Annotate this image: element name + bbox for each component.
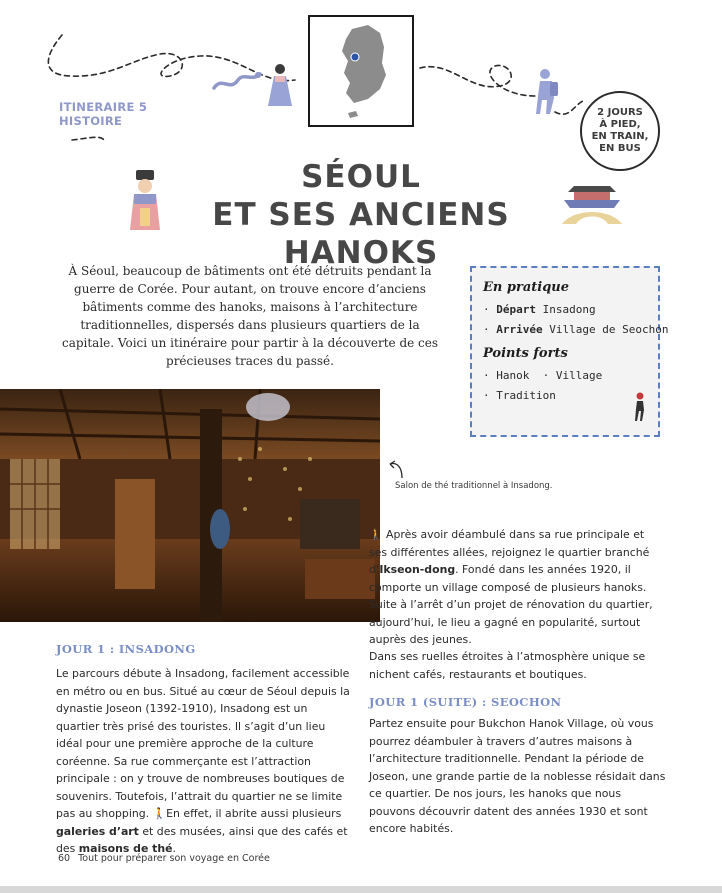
- itinerary-label: [59, 100, 147, 128]
- info-depart: · Départ Insadong: [483, 303, 596, 316]
- korea-map-icon: [310, 17, 411, 124]
- highlight-item: Hanok: [496, 369, 530, 382]
- photo-caption: Salon de thé traditionnel à Insadong.: [395, 481, 553, 491]
- arrivee-label: Arrivée: [496, 323, 543, 336]
- title-line-2: ET SES ANCIENS HANOKS: [212, 197, 510, 271]
- badge-line: À PIED,: [599, 119, 641, 130]
- info-points-row: · Tradition: [483, 389, 556, 402]
- walker-icon: [632, 392, 648, 422]
- badge-line: EN BUS: [599, 143, 641, 154]
- book-title: Tout pour préparer son voyage en Corée: [78, 853, 270, 864]
- highlight-item: Village: [555, 369, 603, 382]
- arrivee-value: Village de Seochon: [549, 323, 669, 336]
- page-number: 60: [58, 853, 71, 864]
- insadong-text-d: et des musées, ainsi que des cafés et des: [56, 824, 348, 855]
- practical-info-box: [470, 266, 669, 437]
- info-heading-practical: En pratique: [483, 280, 570, 295]
- korea-map-frame: [308, 15, 414, 127]
- section-heading-day1-suite: JOUR 1 (SUITE) : SEOCHON: [369, 695, 562, 709]
- depart-value: Insadong: [542, 303, 596, 316]
- hanbok-woman-icon: [266, 62, 294, 108]
- badge-line: 2 JOURS: [597, 107, 643, 118]
- dragon-icon: [212, 68, 262, 98]
- page-title: [150, 158, 572, 272]
- ikseon-dong-paragraph-end: Dans ses ruelles étroites à l’atmosphère unique se nichent cafés, restaurants et boutiques.: [369, 650, 646, 681]
- duration-transport-badge: [580, 91, 660, 171]
- badge-line: EN TRAIN,: [591, 131, 649, 142]
- info-heading-highlights: Points forts: [483, 346, 568, 361]
- ikseon-text-c: . Fondé dans les années 1920, il comporte un village composé de plusieurs hanoks. Suite à l’arrêt d’un projet de rénovation du quartier, aujourd’hui, le lieu a gagné en popularité, surtout auprès des jeunes.: [369, 563, 653, 646]
- insadong-text-a: Le parcours débute à Insadong, facilement accessible en métro ou en bus. Situé au cœur de Séoul depuis la dynastie Joseon (1392-1910), Insadong est un quartier très prisé des touristes. Il s’agit d’un lieu idéal pour une première approche de la culture coréenne. Sa rue commerçante est l’attraction principale : on y trouve de nombreuses boutiques de souvenirs. Toutefois, l’attrait du quartier ne se limite pas au shopping.: [56, 667, 350, 820]
- ikseon-text-a: Après avoir déambulé dans sa rue principale et ses différentes allées, rejoignez le quartier branché d’: [369, 528, 650, 576]
- insadong-paragraph: [56, 665, 351, 858]
- insadong-text-b: En effet, il abrite aussi plusieurs: [166, 807, 342, 820]
- info-arrivee: · Arrivée Village de Seochon: [483, 323, 669, 336]
- maisons-the-bold: maisons de thé: [78, 842, 173, 855]
- caption-arrow-icon: [386, 458, 406, 480]
- bottom-edge: [0, 886, 722, 893]
- walker-marker-icon: 🚶: [152, 807, 167, 820]
- tea-salon-photo: [0, 389, 380, 622]
- insadong-text-f: .: [172, 842, 176, 855]
- title-line-1: SÉOUL: [301, 159, 421, 195]
- page-footer: [58, 853, 270, 864]
- intro-paragraph: À Séoul, beaucoup de bâtiments ont été détruits pendant la guerre de Corée. Pour autant, on trouve encore d’anciens bâtiments comme des hanoks, maisons à l’architecture traditionnelles, dispersés dans plusieurs quartiers de la capitale. Voici un itinéraire pour partir à la découverte de ces précieuses traces du passé.: [61, 264, 439, 368]
- galeries-bold: galeries d’art: [56, 824, 139, 838]
- itinerary-theme: HISTOIRE: [59, 114, 123, 128]
- walker-marker-icon: 🚶: [369, 528, 387, 541]
- highlight-item: Tradition: [496, 389, 556, 402]
- itinerary-number: ITINERAIRE 5: [59, 100, 148, 114]
- ikseon-dong-bold: Ikseon-dong: [379, 563, 456, 576]
- ikseon-dong-paragraph: [369, 526, 665, 649]
- hiker-icon: [530, 68, 560, 116]
- seochon-paragraph: Partez ensuite pour Bukchon Hanok Village, où vous pourrez déambuler à travers d’autres maisons à l’architecture traditionnelle. Pendant la période de Joseon, une grande partie de la noblesse résidait dans ce quartier. De nos jours, les hanoks que nous pouvons découvrir datent des années 1930 et sont encore habités.: [369, 717, 666, 835]
- section-heading-day1: JOUR 1 : INSADONG: [56, 642, 196, 656]
- depart-label: Départ: [496, 303, 536, 316]
- info-points-row: · Hanok · Village: [483, 369, 603, 382]
